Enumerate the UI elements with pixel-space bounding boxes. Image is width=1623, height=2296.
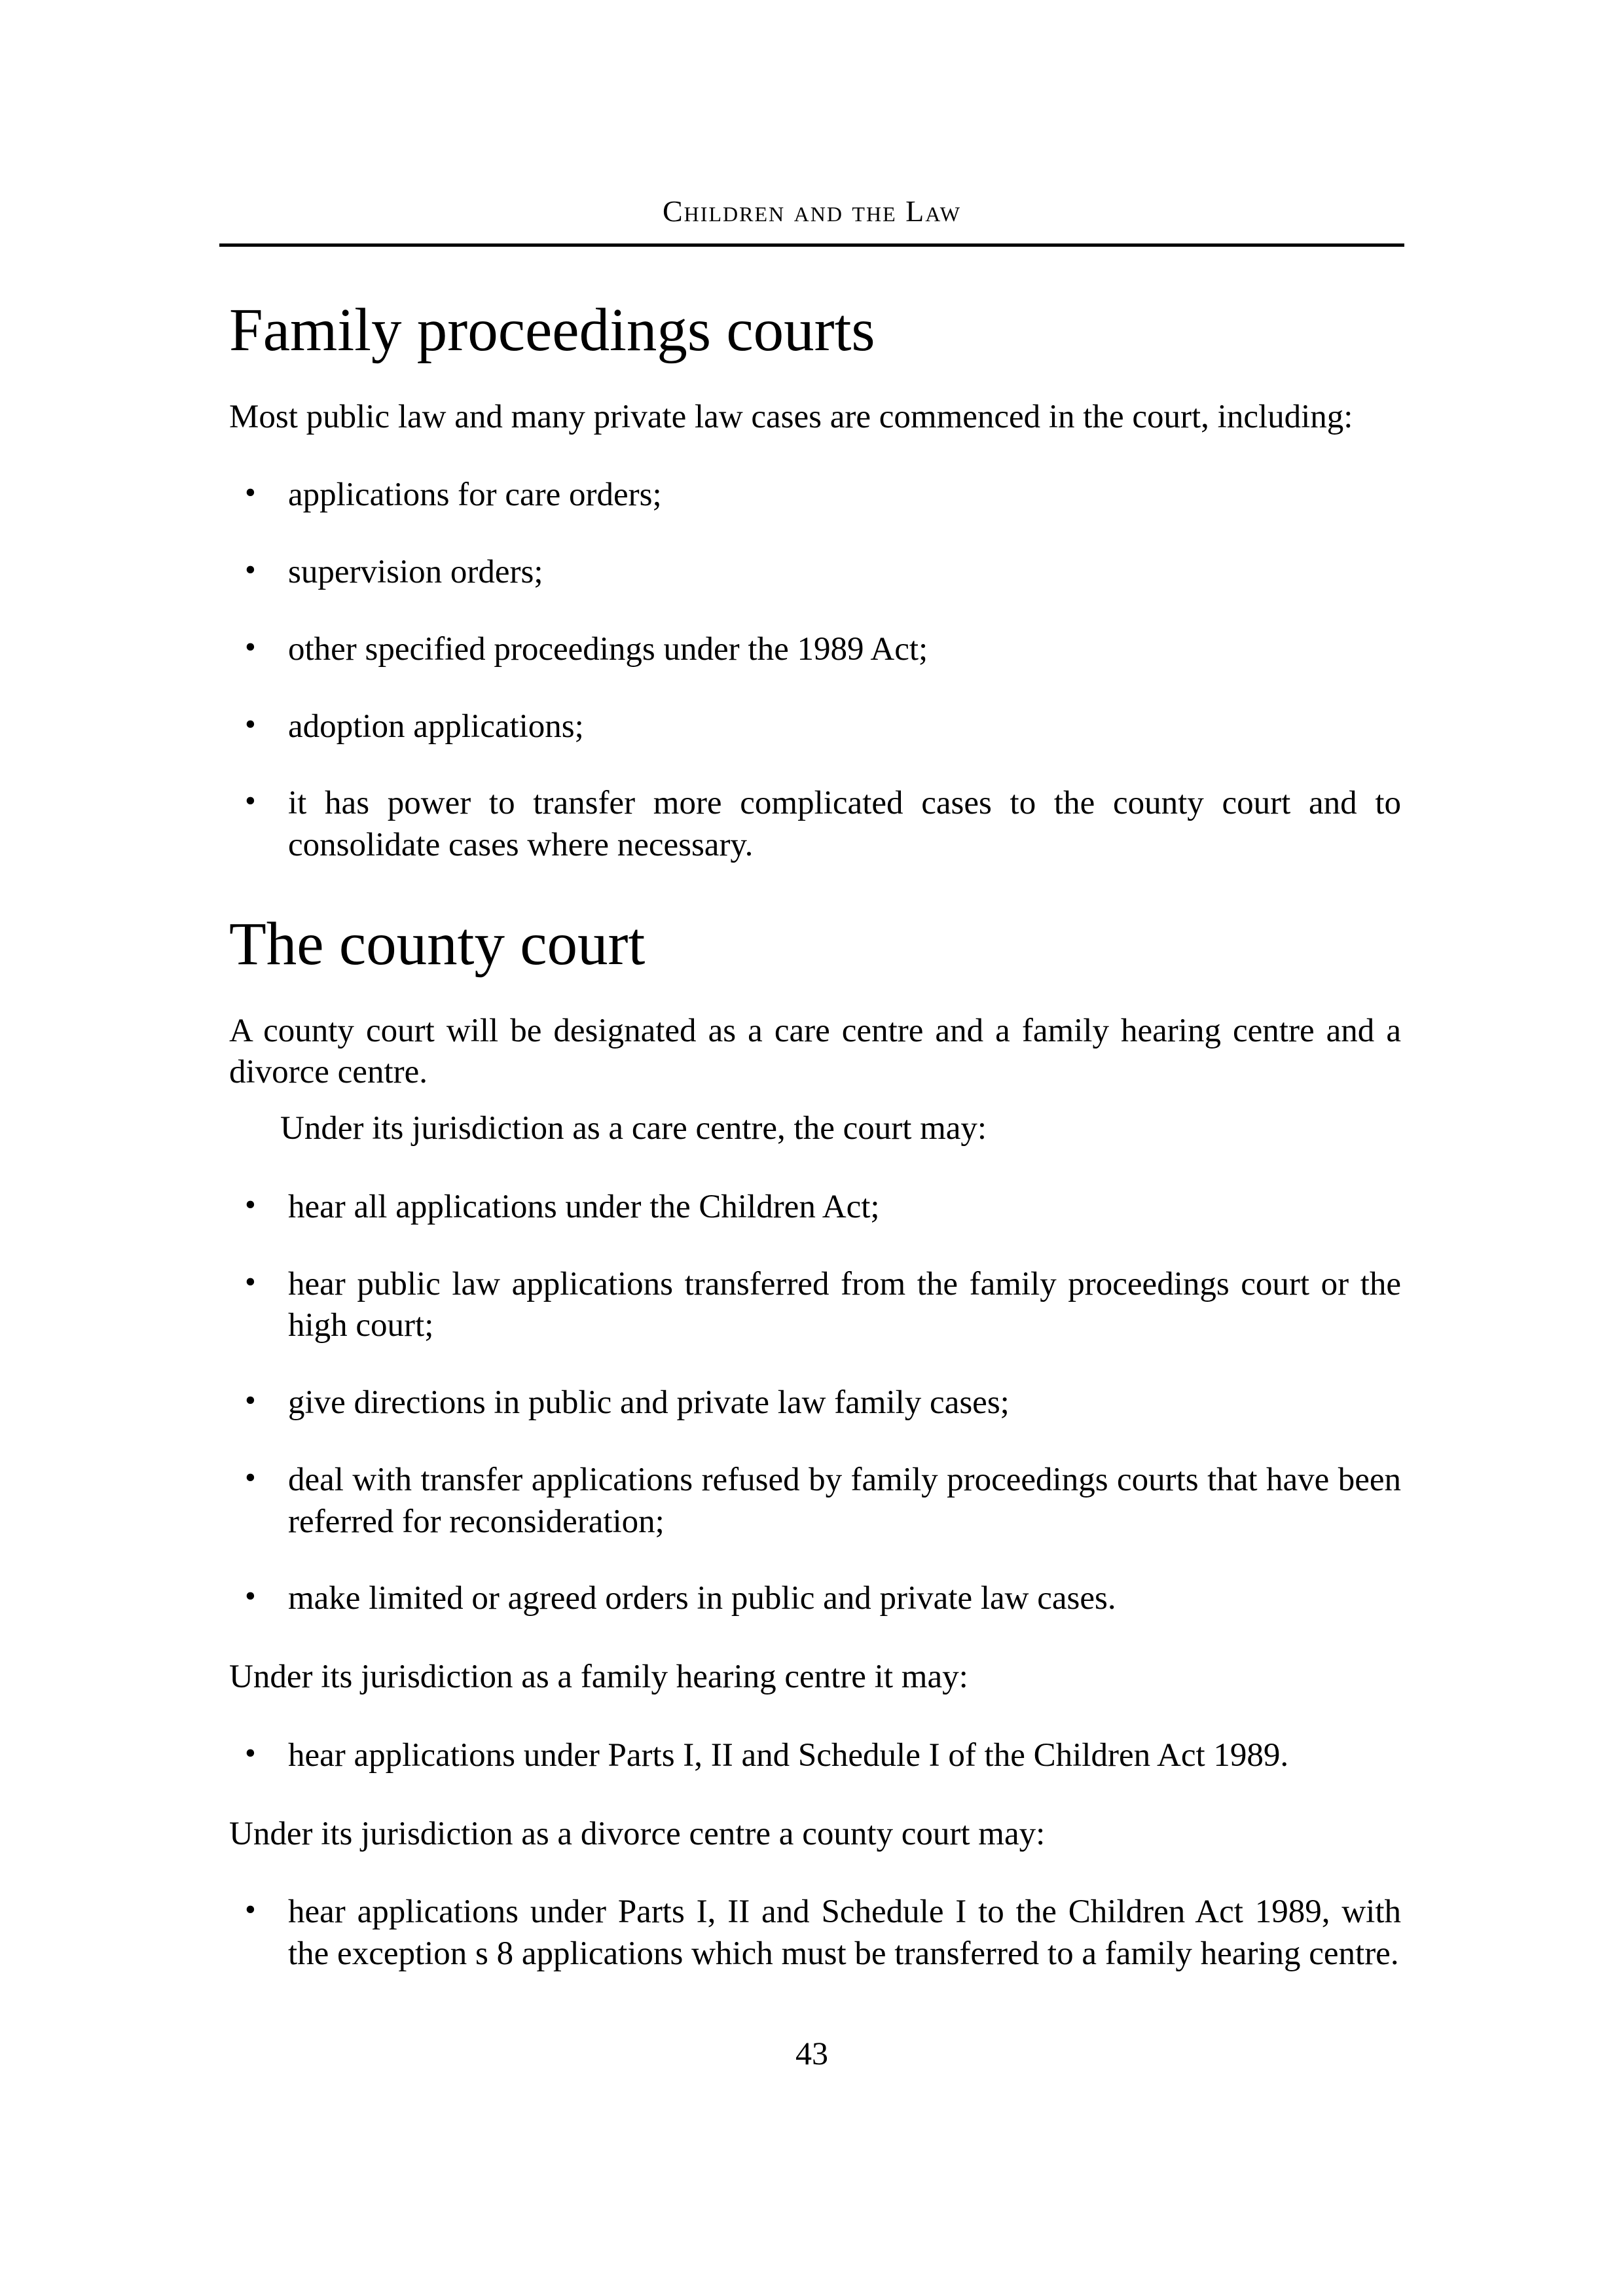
list-item: [229, 706, 1401, 748]
family-bullet-list: [229, 475, 1401, 867]
divorce-centre-bullet-list: [229, 1892, 1401, 1975]
family-intro-paragraph: Most public law and many private law cases are commenced in the court, including:: [229, 398, 1353, 435]
list-item: [229, 1187, 1401, 1229]
list-item-text: hear applications under Parts I, II and Schedule I of the Children Act 1989.: [288, 1736, 1289, 1774]
county-intro-paragraph: A county court will be designated as a care centre and a family hearing centre and a divorce centre.: [229, 1012, 1401, 1091]
list-item: [229, 475, 1401, 516]
list-item: [229, 1382, 1401, 1424]
list-item-text: hear applications under Parts I, II and Schedule I to the Children Act 1989, with the exception s 8 applications which must be transferred to a family hearing centre.: [288, 1893, 1401, 1973]
bullet-icon: •: [245, 475, 256, 511]
bullet-icon: •: [245, 706, 256, 742]
bullet-icon: •: [245, 552, 256, 588]
section-heading-the-county-court: The county court: [229, 910, 646, 978]
bullet-icon: •: [245, 1460, 256, 1495]
care-centre-intro-paragraph: Under its jurisdiction as a care centre, the court may:: [280, 1110, 987, 1147]
list-item: [229, 629, 1401, 671]
running-head: Children and the Law: [663, 194, 961, 228]
bullet-icon: •: [245, 1735, 256, 1770]
bullet-icon: •: [245, 1383, 256, 1418]
list-item: [229, 1460, 1401, 1543]
divorce-centre-intro-paragraph: Under its jurisdiction as a divorce centre a county court may:: [229, 1815, 1046, 1852]
page-content: [229, 275, 1401, 2012]
list-item: [229, 552, 1401, 594]
list-item: [229, 1578, 1401, 1620]
list-item-text: deal with transfer applications refused by family proceedings courts that have been referred for reconsideration;: [288, 1461, 1401, 1540]
list-item-text: supervision orders;: [288, 554, 543, 591]
list-item-text: applications for care orders;: [288, 476, 662, 514]
section-heading-family-proceedings-courts: Family proceedings courts: [229, 296, 875, 364]
family-hearing-centre-bullet-list: [229, 1735, 1401, 1777]
bullet-icon: •: [245, 1187, 256, 1222]
list-item-text: make limited or agreed orders in public and private law cases.: [288, 1580, 1116, 1617]
care-centre-bullet-list: [229, 1187, 1401, 1620]
family-hearing-centre-intro-paragraph: Under its jurisdiction as a family hearing centre it may:: [229, 1659, 968, 1696]
list-item-text: hear all applications under the Children Act;: [288, 1188, 880, 1225]
list-item-text: hear public law applications transferred from the family proceedings court or the high court;: [288, 1265, 1401, 1344]
list-item-text: other specified proceedings under the 1989 Act;: [288, 630, 928, 668]
bullet-icon: •: [245, 629, 256, 664]
list-item: [229, 1735, 1401, 1777]
page-number: 43: [795, 2035, 828, 2072]
list-item-text: it has power to transfer more complicated cases to the county court and to consolidate cases where necessary.: [288, 785, 1401, 864]
header-rule: [219, 243, 1404, 247]
list-item-text: give directions in public and private law family cases;: [288, 1384, 1010, 1422]
bullet-icon: •: [245, 783, 256, 819]
bullet-icon: •: [245, 1579, 256, 1614]
list-item: [229, 783, 1401, 867]
bullet-icon: •: [245, 1264, 256, 1299]
list-item: [229, 1264, 1401, 1348]
list-item: [229, 1892, 1401, 1975]
bullet-icon: •: [245, 1892, 256, 1928]
list-item-text: adoption applications;: [288, 708, 584, 745]
